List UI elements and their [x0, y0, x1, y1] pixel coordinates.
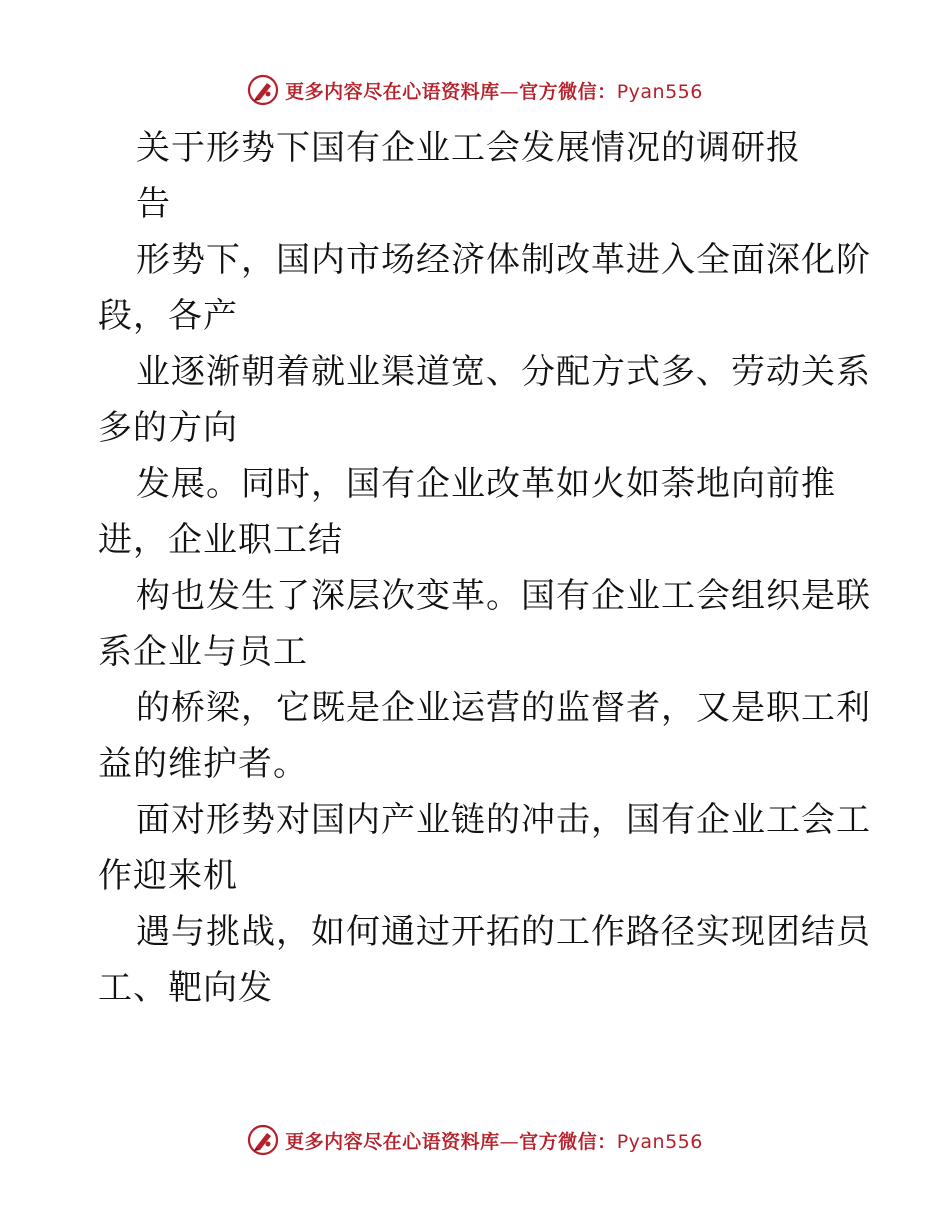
paragraph-line: 进，企业职工结	[98, 520, 343, 560]
paragraph-line: 形势下，国内市场经济体制改革进入全面深化阶	[136, 240, 871, 280]
document-body	[98, 120, 871, 1016]
paragraph-line: 多的方向	[98, 408, 238, 448]
document-title-line-1: 关于形势下国有企业工会发展情况的调研报	[136, 128, 801, 168]
paragraph-line: 发展。同时，国有企业改革如火如荼地向前推	[136, 464, 836, 504]
header-banner	[0, 70, 950, 110]
paragraph-line: 系企业与员工	[98, 632, 308, 672]
paragraph-line: 构也发生了深层次变革。国有企业工会组织是联	[136, 576, 871, 616]
paragraph-line: 面对形势对国内产业链的冲击，国有企业工会工	[136, 800, 871, 840]
paragraph-line: 业逐渐朝着就业渠道宽、分配方式多、劳动关系	[136, 352, 871, 392]
paragraph-line: 工、靶向发	[98, 968, 273, 1008]
document-title-line-2: 告	[136, 184, 171, 224]
paragraph-line: 益的维护者。	[98, 744, 308, 784]
paragraph-line: 段，各产	[98, 296, 238, 336]
pen-seal-icon	[247, 1124, 279, 1156]
pen-seal-icon	[247, 74, 279, 106]
footer-banner	[0, 1120, 950, 1160]
paragraph-line: 的桥梁，它既是企业运营的监督者，又是职工利	[136, 688, 871, 728]
banner-text: 更多内容尽在心语资料库—官方微信：Pyan556	[285, 1130, 703, 1153]
paragraph-line: 遇与挑战，如何通过开拓的工作路径实现团结员	[136, 912, 871, 952]
banner-text: 更多内容尽在心语资料库—官方微信：Pyan556	[285, 80, 703, 103]
paragraph-line: 作迎来机	[98, 856, 238, 896]
